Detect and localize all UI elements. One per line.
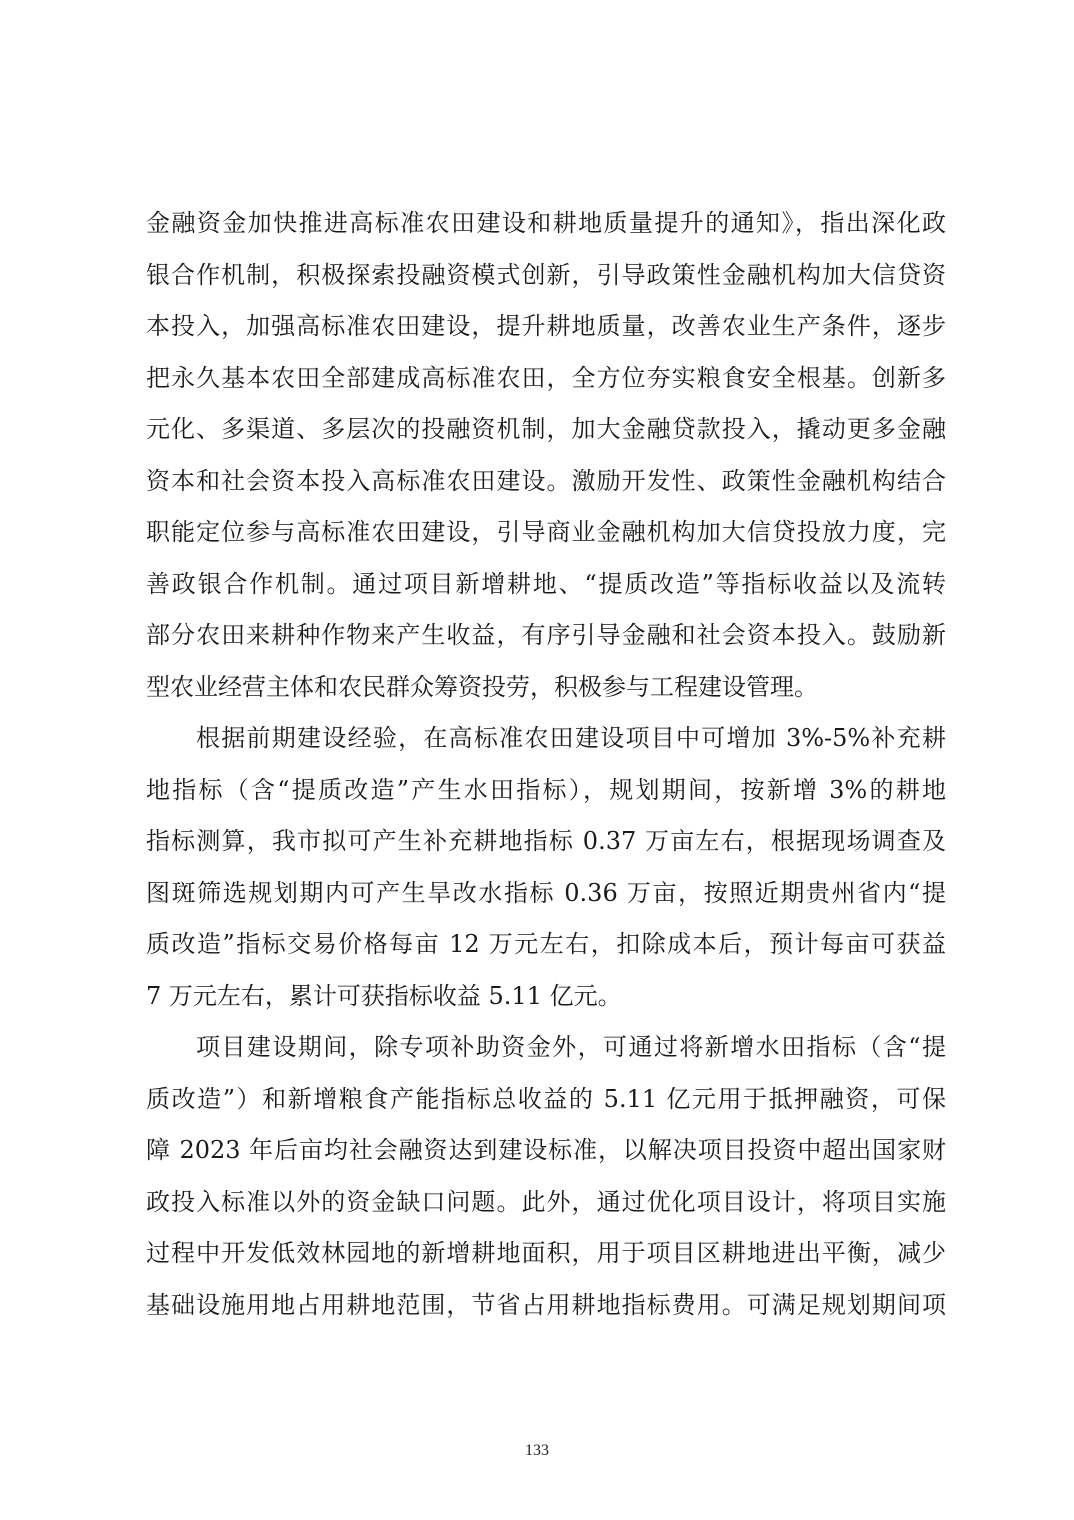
text-line: 根据前期建设经验，在高标准农田建设项目中可增加 3%-5%补充耕 [196, 724, 946, 752]
text-line: 型农业经营主体和农民群众筹资投劳，积极参与工程建设管理。 [146, 672, 818, 701]
text-line: 指标测算，我市拟可产生补充耕地指标 0.37 万亩左右，根据现场调查及 [146, 827, 946, 855]
text-line: 障 2023 年后亩均社会融资达到建设标准，以解决项目投资中超出国家财 [146, 1136, 946, 1164]
text-line: 本投入，加强高标准农田建设，提升耕地质量，改善农业生产条件，逐步 [146, 312, 946, 340]
text-line: 善政银合作机制。通过项目新增耕地、“提质改造”等指标收益以及流转 [146, 569, 946, 598]
text-line: 图斑筛选规划期内可产生旱改水指标 0.36 万亩，按照近期贵州省内“提 [146, 878, 946, 907]
body-text [146, 198, 946, 1331]
text-line: 项目建设期间，除专项补助资金外，可通过将新增水田指标（含“提 [196, 1033, 946, 1061]
text-line: 质改造”）和新增粮食产能指标总收益的 5.11 亿元用于抵押融资，可保 [146, 1084, 946, 1113]
text-line: 银合作机制，积极探索投融资模式创新，引导政策性金融机构加大信贷资 [146, 260, 946, 289]
text-line: 基础设施用地占用耕地范围，节省占用耕地指标费用。可满足规划期间项 [146, 1290, 946, 1319]
paragraph [146, 1022, 946, 1331]
text-line: 职能定位参与高标准农田建设，引导商业金融机构加大信贷投放力度，完 [146, 518, 946, 546]
paragraph [146, 713, 946, 1022]
text-line: 部分农田来耕种作物来产生收益，有序引导金融和社会资本投入。鼓励新 [146, 621, 946, 649]
page-number: 133 [525, 1442, 549, 1459]
text-line: 地指标（含“提质改造”产生水田指标），规划期间，按新增 3%的耕地 [146, 775, 946, 804]
text-line: 质改造”指标交易价格每亩 12 万元左右，扣除成本后，预计每亩可获益 [146, 930, 946, 958]
text-line: 资本和社会资本投入高标准农田建设。激励开发性、政策性金融机构结合 [146, 466, 946, 495]
text-line: 政投入标准以外的资金缺口问题。此外，通过优化项目设计，将项目实施 [146, 1187, 946, 1216]
text-line: 过程中开发低效林园地的新增耕地面积，用于项目区耕地进出平衡，减少 [146, 1239, 946, 1267]
text-line: 金融资金加快推进高标准农田建设和耕地质量提升的通知》，指出深化政 [146, 209, 946, 237]
paragraph [146, 198, 946, 713]
text-line: 7 万元左右，累计可获指标收益 5.11 亿元。 [146, 981, 622, 1010]
text-line: 把永久基本农田全部建成高标准农田，全方位夯实粮食安全根基。创新多 [146, 363, 946, 392]
text-line: 元化、多渠道、多层次的投融资机制，加大金融贷款投入，撬动更多金融 [146, 415, 946, 443]
